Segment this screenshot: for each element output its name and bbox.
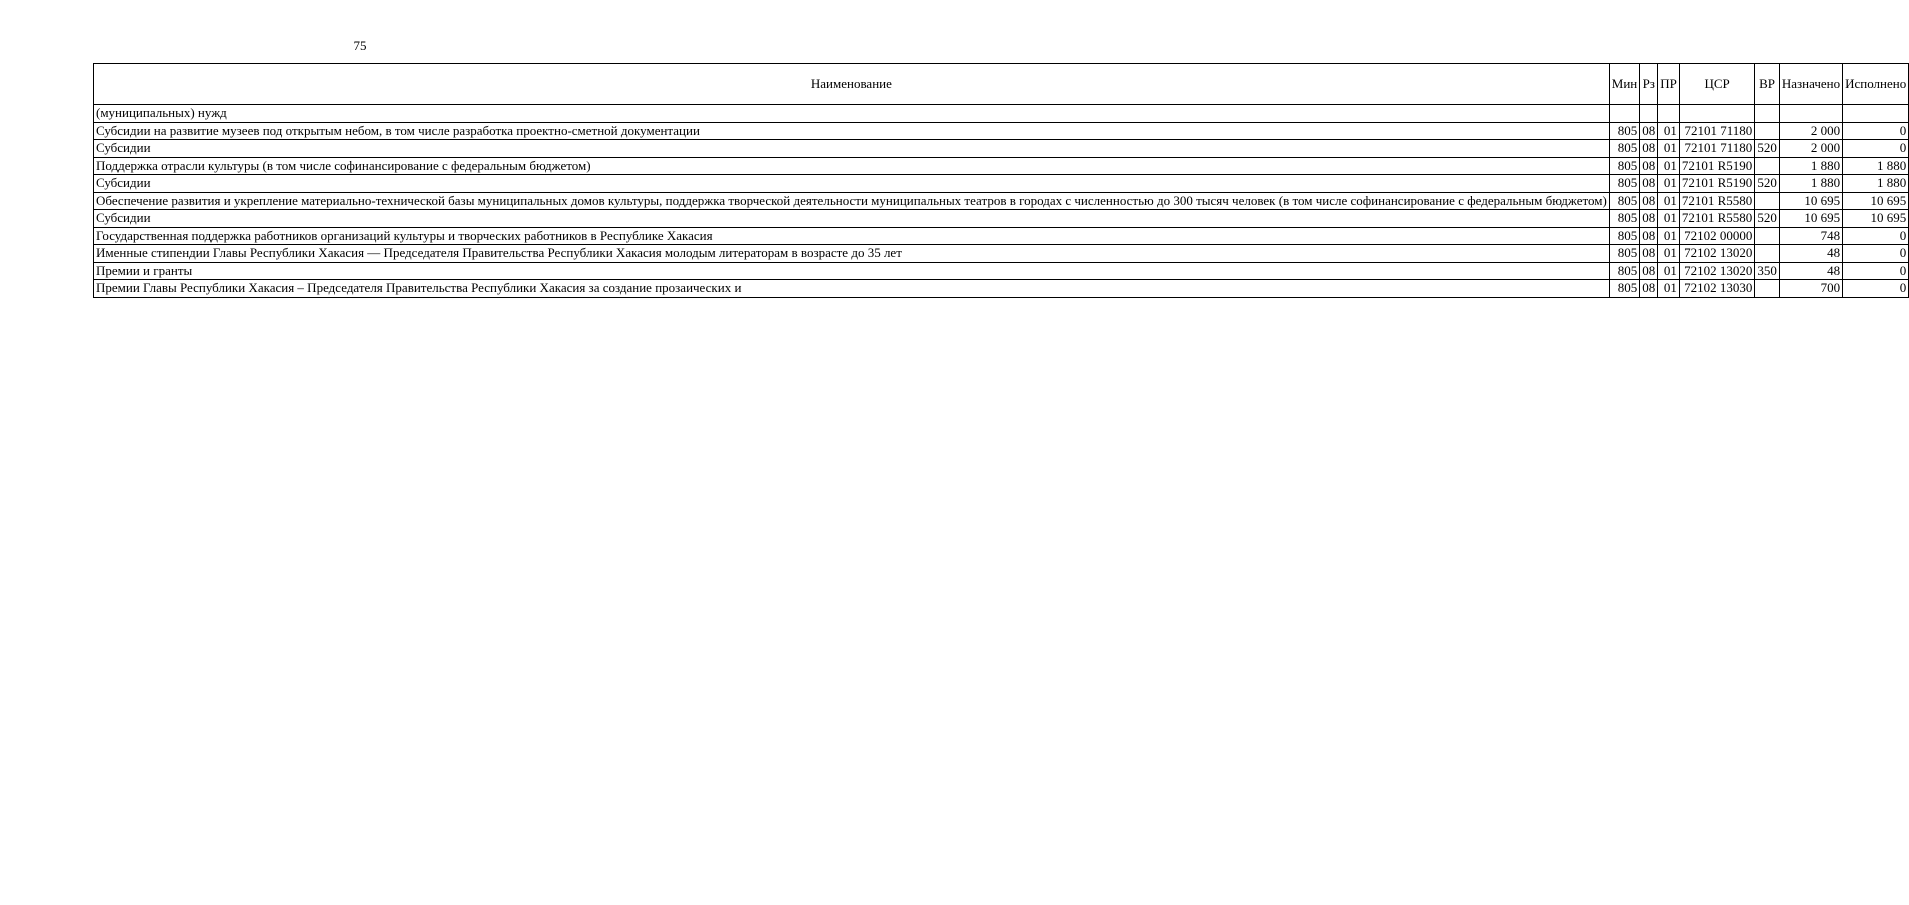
cell-assigned <box>1779 105 1842 123</box>
cell-name: Субсидии <box>94 140 1610 158</box>
cell-rz: 08 <box>1640 175 1658 193</box>
col-header-executed: Исполнено <box>1843 64 1909 105</box>
cell-executed: 0 <box>1843 140 1909 158</box>
cell-name: Именные стипендии Главы Республики Хакасия — Председателя Правительства Республики Хакасия молодым литераторам в возрасте до 35 лет <box>94 245 1610 263</box>
cell-vr: 350 <box>1755 262 1780 280</box>
col-header-assigned: Назначено <box>1779 64 1842 105</box>
cell-rz: 08 <box>1640 227 1658 245</box>
cell-pr: 01 <box>1658 227 1680 245</box>
table-row <box>94 262 1909 280</box>
cell-executed: 0 <box>1843 245 1909 263</box>
cell-name: Государственная поддержка работников организаций культуры и творческих работников в Республике Хакасия <box>94 227 1610 245</box>
cell-vr: 520 <box>1755 140 1780 158</box>
cell-executed: 10 695 <box>1843 210 1909 228</box>
cell-csr: 72102 13020 <box>1679 262 1754 280</box>
cell-assigned: 1 880 <box>1779 175 1842 193</box>
cell-rz: 08 <box>1640 245 1658 263</box>
table-row <box>94 140 1909 158</box>
cell-assigned: 10 695 <box>1779 210 1842 228</box>
cell-assigned: 48 <box>1779 262 1842 280</box>
cell-min: 805 <box>1609 245 1639 263</box>
cell-name: Субсидии <box>94 210 1610 228</box>
cell-executed: 1 880 <box>1843 157 1909 175</box>
cell-min: 805 <box>1609 175 1639 193</box>
cell-rz: 08 <box>1640 122 1658 140</box>
cell-pr: 01 <box>1658 280 1680 298</box>
cell-pr <box>1658 105 1680 123</box>
cell-vr <box>1755 122 1780 140</box>
cell-rz <box>1640 105 1658 123</box>
cell-rz: 08 <box>1640 140 1658 158</box>
cell-csr: 72101 71180 <box>1679 122 1754 140</box>
cell-vr <box>1755 105 1780 123</box>
cell-vr <box>1755 157 1780 175</box>
cell-name: (муниципальных) нужд <box>94 105 1610 123</box>
cell-rz: 08 <box>1640 262 1658 280</box>
cell-name: Субсидии на развитие музеев под открытым небом, в том числе разработка проектно-сметной документации <box>94 122 1610 140</box>
cell-min: 805 <box>1609 157 1639 175</box>
cell-vr <box>1755 192 1780 210</box>
table-header-row <box>94 64 1909 105</box>
cell-name: Обеспечение развития и укрепление материально-технической базы муниципальных домов культуры, поддержка творческой деятельности муниципальных театров в городах с численностью до 300 тысяч человек (в том числе софинансирование с федеральным бюджетом) <box>94 192 1610 210</box>
cell-name: Субсидии <box>94 175 1610 193</box>
table-row <box>94 157 1909 175</box>
cell-executed: 0 <box>1843 122 1909 140</box>
table-row <box>94 105 1909 123</box>
cell-name: Премии и гранты <box>94 262 1610 280</box>
cell-min: 805 <box>1609 140 1639 158</box>
cell-pr: 01 <box>1658 192 1680 210</box>
table-row <box>94 175 1909 193</box>
cell-executed: 10 695 <box>1843 192 1909 210</box>
cell-pr: 01 <box>1658 122 1680 140</box>
table-row <box>94 280 1909 298</box>
table-row <box>94 192 1909 210</box>
cell-vr <box>1755 245 1780 263</box>
budget-table <box>93 63 1909 298</box>
cell-pr: 01 <box>1658 140 1680 158</box>
cell-vr <box>1755 280 1780 298</box>
cell-csr: 72101 R5580 <box>1679 192 1754 210</box>
cell-executed <box>1843 105 1909 123</box>
col-header-rz: Рз <box>1640 64 1658 105</box>
col-header-csr: ЦСР <box>1679 64 1754 105</box>
cell-csr: 72102 00000 <box>1679 227 1754 245</box>
cell-assigned: 1 880 <box>1779 157 1842 175</box>
cell-name: Премии Главы Республики Хакасия – Председателя Правительства Республики Хакасия за создание прозаических и <box>94 280 1610 298</box>
cell-csr: 72101 71180 <box>1679 140 1754 158</box>
cell-vr <box>1755 227 1780 245</box>
cell-pr: 01 <box>1658 175 1680 193</box>
cell-assigned: 2 000 <box>1779 122 1842 140</box>
cell-assigned: 10 695 <box>1779 192 1842 210</box>
page-number: 75 <box>353 38 367 53</box>
cell-vr: 520 <box>1755 175 1780 193</box>
col-header-pr: ПР <box>1658 64 1680 105</box>
cell-executed: 0 <box>1843 280 1909 298</box>
cell-csr: 72101 R5580 <box>1679 210 1754 228</box>
col-header-vr: ВР <box>1755 64 1780 105</box>
cell-executed: 0 <box>1843 227 1909 245</box>
cell-csr: 72102 13030 <box>1679 280 1754 298</box>
cell-assigned: 2 000 <box>1779 140 1842 158</box>
cell-min: 805 <box>1609 122 1639 140</box>
cell-pr: 01 <box>1658 157 1680 175</box>
cell-pr: 01 <box>1658 262 1680 280</box>
col-header-min: Мин <box>1609 64 1639 105</box>
table-row <box>94 227 1909 245</box>
cell-min <box>1609 105 1639 123</box>
cell-pr: 01 <box>1658 210 1680 228</box>
cell-min: 805 <box>1609 227 1639 245</box>
cell-min: 805 <box>1609 192 1639 210</box>
cell-rz: 08 <box>1640 192 1658 210</box>
cell-min: 805 <box>1609 280 1639 298</box>
cell-assigned: 748 <box>1779 227 1842 245</box>
cell-csr: 72101 R5190 <box>1679 157 1754 175</box>
cell-executed: 1 880 <box>1843 175 1909 193</box>
cell-executed: 0 <box>1843 262 1909 280</box>
cell-assigned: 48 <box>1779 245 1842 263</box>
cell-min: 805 <box>1609 210 1639 228</box>
cell-rz: 08 <box>1640 157 1658 175</box>
cell-rz: 08 <box>1640 210 1658 228</box>
cell-pr: 01 <box>1658 245 1680 263</box>
cell-vr: 520 <box>1755 210 1780 228</box>
table-row <box>94 122 1909 140</box>
cell-csr: 72101 R5190 <box>1679 175 1754 193</box>
cell-csr <box>1679 105 1754 123</box>
cell-assigned: 700 <box>1779 280 1842 298</box>
cell-csr: 72102 13020 <box>1679 245 1754 263</box>
table-row <box>94 210 1909 228</box>
cell-min: 805 <box>1609 262 1639 280</box>
cell-name: Поддержка отрасли культуры (в том числе софинансирование с федеральным бюджетом) <box>94 157 1610 175</box>
col-header-name: Наименование <box>94 64 1610 105</box>
cell-rz: 08 <box>1640 280 1658 298</box>
table-row <box>94 245 1909 263</box>
